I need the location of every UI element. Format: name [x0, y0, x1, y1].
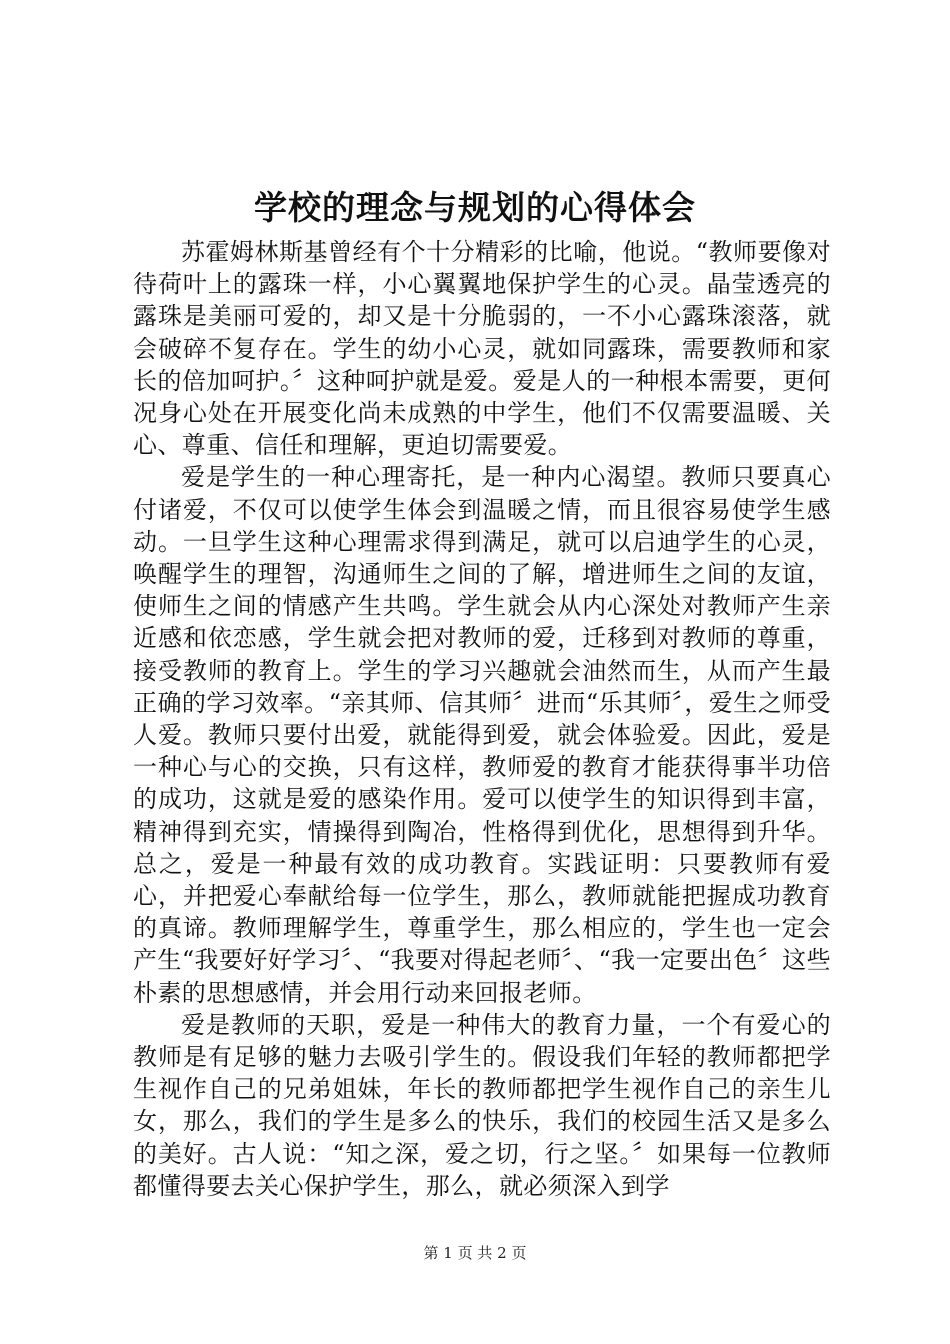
paragraph: 苏霍姆林斯基曾经有个十分精彩的比喻，他说。“教师要像对待荷叶上的露珠一样，小心翼翼地保护学生的心灵。晶莹透亮的露珠是美丽可爱的，却又是十分脆弱的，一不小心露珠滚落，就会破碎不复存在。学生的幼小心灵，就如同露珠，需要教师和家长的倍加呵护。〞这种呵护就是爱。爱是人的一种根本需要，更何况身心处在开展变化尚未成熟的中学生，他们不仅需要温暖、关心、尊重、信任和理解，更迫切需要爱。 — [133, 238, 831, 460]
document-title: 学校的理念与规划的心得体会 — [254, 188, 696, 227]
document-body — [133, 236, 831, 1202]
paragraph: 爱是教师的天职，爱是一种伟大的教育力量，一个有爱心的教师是有足够的魅力去吸引学生的。假设我们年轻的教师都把学生视作自己的兄弟姐妹，年长的教师都把学生视作自己的亲生儿女，那么，我们的学生是多么的快乐，我们的校园生活又是多么的美好。古人说：“知之深，爱之切，行之坚。〞如果每一位教师都懂得要去关心保护学生，那么，就必须深入到学 — [133, 1010, 831, 1200]
page-footer: 第 1 页 共 2 页 — [423, 1244, 527, 1262]
paragraph: 爱是学生的一种心理寄托，是一种内心渴望。教师只要真心付诸爱，不仅可以使学生体会到温暖之情，而且很容易使学生感动。一旦学生这种心理需求得到满足，就可以启迪学生的心灵，唤醒学生的理智，沟通师生之间的了解，增进师生之间的友谊，使师生之间的情感产生共鸣。学生就会从内心深处对教师产生亲近感和依恋感，学生就会把对教师的爱，迁移到对教师的尊重，接受教师的教育上。学生的学习兴趣就会油然而生，从而产生最正确的学习效率。“亲其师、信其师〞进而“乐其师〞，爱生之师受人爱。教师只要付出爱，就能得到爱，就会体验爱。因此，爱是一种心与心的交换，只有这样，教师爱的教育才能获得事半功倍的成功，这就是爱的感染作用。爱可以使学生的知识得到丰富，精神得到充实，情操得到陶冶，性格得到优化，思想得到升华。总之，爱是一种最有效的成功教育。实践证明：只要教师有爱心，并把爱心奉献给每一位学生，那么，教师就能把握成功教育的真谛。教师理解学生，尊重学生，那么相应的，学生也一定会产生“我要好好学习〞、“我要对得起老师〞、“我一定要出色〞这些朴素的思想感情，并会用行动来回报老师。 — [133, 463, 831, 1007]
